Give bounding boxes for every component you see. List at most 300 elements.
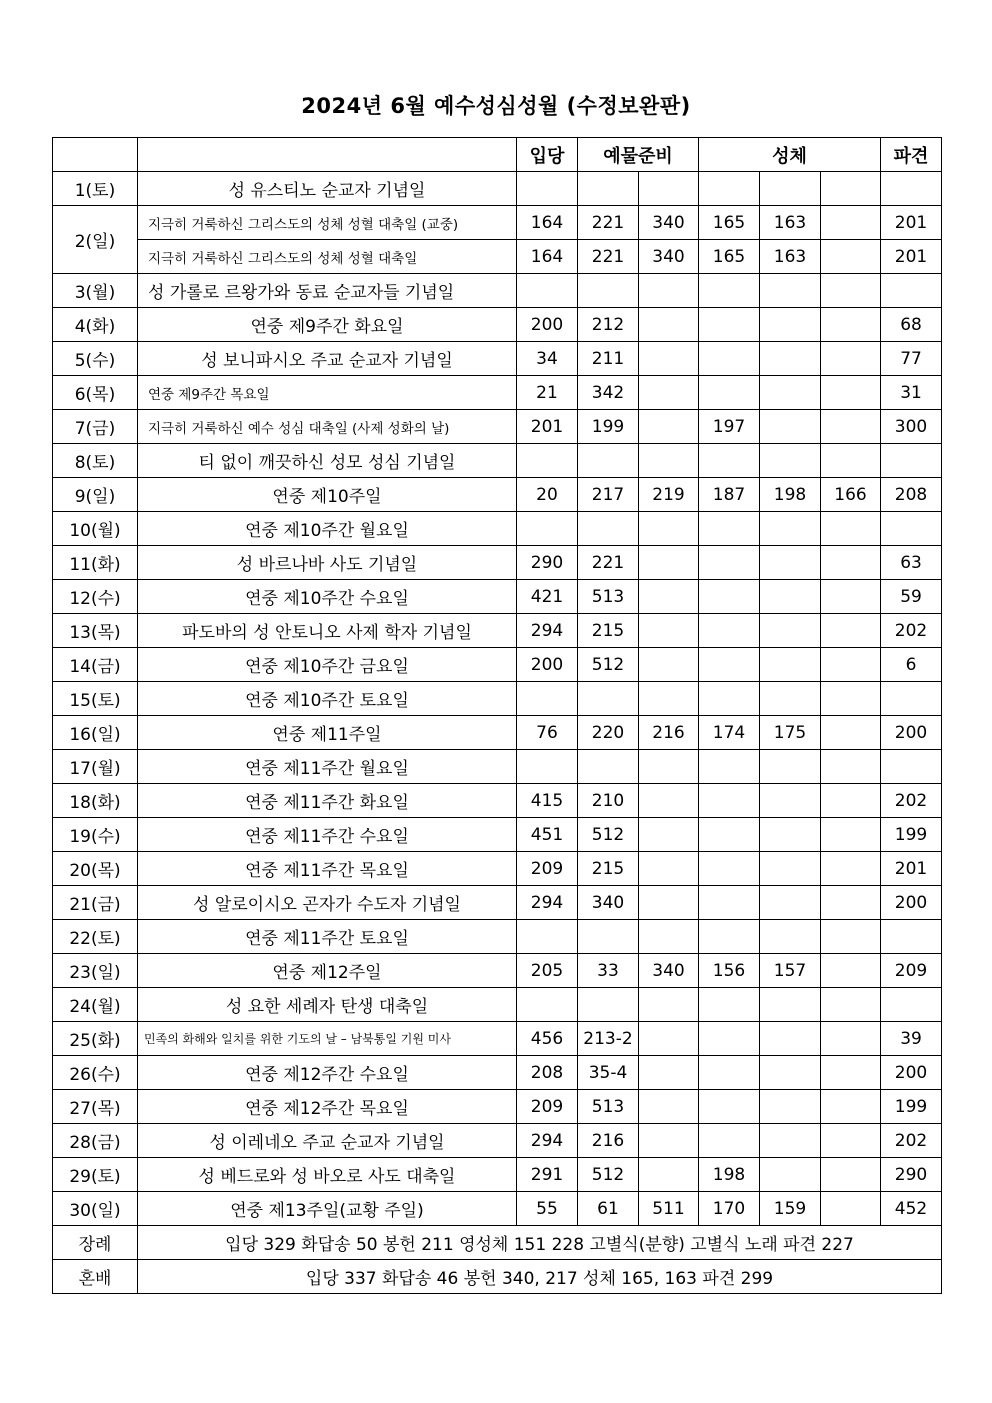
offertory-2-cell <box>639 1158 699 1192</box>
entrance-cell: 209 <box>517 1090 578 1124</box>
date-cell: 16(일) <box>53 716 138 750</box>
table-row <box>53 1192 942 1226</box>
event-cell: 연중 제10주간 토요일 <box>138 682 517 716</box>
offertory-1-cell: 221 <box>578 206 639 240</box>
table-row <box>53 716 942 750</box>
offertory-2-cell: 340 <box>639 240 699 274</box>
sending-cell <box>881 172 942 206</box>
entrance-cell <box>517 750 578 784</box>
date-cell: 11(화) <box>53 546 138 580</box>
table-row <box>53 784 942 818</box>
sending-cell: 59 <box>881 580 942 614</box>
date-cell: 21(금) <box>53 886 138 920</box>
date-cell: 7(금) <box>53 410 138 444</box>
offertory-1-cell <box>578 988 639 1022</box>
communion-3-cell <box>821 784 881 818</box>
communion-2-cell <box>760 1022 821 1056</box>
event-cell: 연중 제10주간 월요일 <box>138 512 517 546</box>
table-row <box>53 240 942 274</box>
table-row <box>53 512 942 546</box>
communion-2-cell <box>760 818 821 852</box>
date-cell: 2(일) <box>53 206 138 274</box>
offertory-2-cell: 340 <box>639 206 699 240</box>
table-row <box>53 376 942 410</box>
entrance-cell: 201 <box>517 410 578 444</box>
sending-cell: 200 <box>881 886 942 920</box>
offertory-1-cell <box>578 750 639 784</box>
sending-cell: 199 <box>881 818 942 852</box>
offertory-2-cell <box>639 886 699 920</box>
table-row <box>53 648 942 682</box>
offertory-1-cell <box>578 172 639 206</box>
communion-3-cell <box>821 546 881 580</box>
communion-3-cell <box>821 342 881 376</box>
entrance-cell <box>517 682 578 716</box>
date-cell: 13(목) <box>53 614 138 648</box>
communion-3-cell <box>821 682 881 716</box>
communion-1-cell <box>699 512 760 546</box>
date-cell: 25(화) <box>53 1022 138 1056</box>
offertory-1-cell: 210 <box>578 784 639 818</box>
offertory-2-cell <box>639 1022 699 1056</box>
event-cell: 성 유스티노 순교자 기념일 <box>138 172 517 206</box>
entrance-cell: 291 <box>517 1158 578 1192</box>
communion-2-cell <box>760 1124 821 1158</box>
communion-2-cell <box>760 512 821 546</box>
communion-2-cell <box>760 546 821 580</box>
offertory-1-cell: 216 <box>578 1124 639 1158</box>
entrance-cell: 415 <box>517 784 578 818</box>
table-row <box>53 206 942 240</box>
table-row <box>53 818 942 852</box>
communion-3-cell <box>821 1090 881 1124</box>
sending-cell: 63 <box>881 546 942 580</box>
offertory-2-cell <box>639 512 699 546</box>
communion-1-cell: 187 <box>699 478 760 512</box>
entrance-cell: 294 <box>517 614 578 648</box>
communion-3-cell <box>821 376 881 410</box>
communion-1-cell: 170 <box>699 1192 760 1226</box>
sending-cell: 6 <box>881 648 942 682</box>
table-row <box>53 954 942 988</box>
table-row <box>53 410 942 444</box>
sending-cell: 39 <box>881 1022 942 1056</box>
entrance-cell: 209 <box>517 852 578 886</box>
sending-cell: 202 <box>881 614 942 648</box>
sending-cell <box>881 444 942 478</box>
event-cell: 연중 제13주일(교황 주일) <box>138 1192 517 1226</box>
communion-3-cell <box>821 172 881 206</box>
date-cell: 27(목) <box>53 1090 138 1124</box>
communion-2-cell <box>760 1056 821 1090</box>
communion-1-cell <box>699 342 760 376</box>
sending-cell: 199 <box>881 1090 942 1124</box>
table-row <box>53 1124 942 1158</box>
communion-1-cell <box>699 1090 760 1124</box>
table-row <box>53 342 942 376</box>
offertory-1-cell: 33 <box>578 954 639 988</box>
offertory-1-cell: 221 <box>578 240 639 274</box>
entrance-cell <box>517 444 578 478</box>
table-row <box>53 682 942 716</box>
offertory-2-cell <box>639 546 699 580</box>
date-cell: 24(월) <box>53 988 138 1022</box>
funeral-label: 장례 <box>53 1226 138 1260</box>
date-cell: 26(수) <box>53 1056 138 1090</box>
entrance-cell: 451 <box>517 818 578 852</box>
event-cell: 연중 제12주일 <box>138 954 517 988</box>
communion-3-cell <box>821 274 881 308</box>
offertory-1-cell: 215 <box>578 852 639 886</box>
communion-1-cell <box>699 1124 760 1158</box>
offertory-1-cell: 199 <box>578 410 639 444</box>
communion-1-cell <box>699 614 760 648</box>
sending-cell <box>881 750 942 784</box>
communion-2-cell <box>760 852 821 886</box>
communion-2-cell <box>760 1158 821 1192</box>
entrance-cell: 294 <box>517 886 578 920</box>
header-sending: 파견 <box>881 138 942 172</box>
event-cell: 연중 제12주간 목요일 <box>138 1090 517 1124</box>
offertory-1-cell: 212 <box>578 308 639 342</box>
offertory-2-cell <box>639 852 699 886</box>
offertory-2-cell <box>639 988 699 1022</box>
sending-cell <box>881 920 942 954</box>
date-cell: 15(토) <box>53 682 138 716</box>
communion-2-cell <box>760 274 821 308</box>
offertory-2-cell <box>639 750 699 784</box>
communion-2-cell: 163 <box>760 240 821 274</box>
date-cell: 19(수) <box>53 818 138 852</box>
offertory-1-cell: 220 <box>578 716 639 750</box>
sending-cell: 208 <box>881 478 942 512</box>
communion-3-cell <box>821 206 881 240</box>
communion-3-cell <box>821 512 881 546</box>
sending-cell: 202 <box>881 1124 942 1158</box>
date-cell: 29(토) <box>53 1158 138 1192</box>
communion-2-cell <box>760 886 821 920</box>
offertory-2-cell <box>639 376 699 410</box>
header-entrance: 입당 <box>517 138 578 172</box>
communion-2-cell <box>760 784 821 818</box>
funeral-row <box>53 1226 942 1260</box>
event-cell: 연중 제9주간 화요일 <box>138 308 517 342</box>
communion-1-cell <box>699 886 760 920</box>
table-row <box>53 852 942 886</box>
offertory-1-cell: 512 <box>578 1158 639 1192</box>
offertory-2-cell <box>639 580 699 614</box>
communion-1-cell <box>699 988 760 1022</box>
offertory-1-cell: 213-2 <box>578 1022 639 1056</box>
offertory-1-cell: 512 <box>578 818 639 852</box>
communion-1-cell: 165 <box>699 206 760 240</box>
offertory-1-cell <box>578 274 639 308</box>
sending-cell <box>881 988 942 1022</box>
event-cell: 연중 제12주간 수요일 <box>138 1056 517 1090</box>
sending-cell: 290 <box>881 1158 942 1192</box>
sending-cell: 202 <box>881 784 942 818</box>
offertory-2-cell <box>639 1056 699 1090</box>
table-row <box>53 172 942 206</box>
offertory-1-cell: 512 <box>578 648 639 682</box>
sending-cell <box>881 682 942 716</box>
date-cell: 8(토) <box>53 444 138 478</box>
offertory-2-cell <box>639 1090 699 1124</box>
hymn-schedule-table <box>52 137 942 1294</box>
event-cell: 성 보니파시오 주교 순교자 기념일 <box>138 342 517 376</box>
date-cell: 12(수) <box>53 580 138 614</box>
entrance-cell: 20 <box>517 478 578 512</box>
communion-2-cell <box>760 410 821 444</box>
communion-3-cell <box>821 886 881 920</box>
table-row <box>53 478 942 512</box>
entrance-cell: 200 <box>517 648 578 682</box>
table-row <box>53 1090 942 1124</box>
communion-1-cell <box>699 682 760 716</box>
date-cell: 4(화) <box>53 308 138 342</box>
offertory-2-cell <box>639 308 699 342</box>
entrance-cell <box>517 512 578 546</box>
table-row <box>53 308 942 342</box>
communion-3-cell <box>821 818 881 852</box>
communion-1-cell: 197 <box>699 410 760 444</box>
header-offertory: 예물준비 <box>578 138 699 172</box>
communion-2-cell <box>760 172 821 206</box>
communion-3-cell <box>821 716 881 750</box>
table-row <box>53 920 942 954</box>
entrance-cell: 21 <box>517 376 578 410</box>
date-cell: 23(일) <box>53 954 138 988</box>
communion-3-cell <box>821 1022 881 1056</box>
entrance-cell: 421 <box>517 580 578 614</box>
offertory-2-cell <box>639 818 699 852</box>
communion-3-cell <box>821 1056 881 1090</box>
table-row <box>53 1056 942 1090</box>
sending-cell: 300 <box>881 410 942 444</box>
sending-cell: 201 <box>881 206 942 240</box>
offertory-2-cell <box>639 444 699 478</box>
communion-1-cell <box>699 308 760 342</box>
communion-1-cell: 198 <box>699 1158 760 1192</box>
communion-2-cell: 163 <box>760 206 821 240</box>
communion-3-cell <box>821 308 881 342</box>
entrance-cell: 205 <box>517 954 578 988</box>
wedding-row <box>53 1260 942 1294</box>
offertory-1-cell: 35-4 <box>578 1056 639 1090</box>
communion-1-cell <box>699 648 760 682</box>
header-blank-date <box>53 138 138 172</box>
entrance-cell: 55 <box>517 1192 578 1226</box>
sending-cell: 31 <box>881 376 942 410</box>
communion-3-cell: 166 <box>821 478 881 512</box>
offertory-1-cell: 215 <box>578 614 639 648</box>
offertory-2-cell: 216 <box>639 716 699 750</box>
table-row <box>53 614 942 648</box>
offertory-2-cell <box>639 682 699 716</box>
event-cell: 지극히 거룩하신 예수 성심 대축일 (사제 성화의 날) <box>138 410 517 444</box>
table-row <box>53 750 942 784</box>
event-cell: 성 알로이시오 곤자가 수도자 기념일 <box>138 886 517 920</box>
entrance-cell: 34 <box>517 342 578 376</box>
communion-2-cell <box>760 614 821 648</box>
communion-1-cell: 165 <box>699 240 760 274</box>
entrance-cell <box>517 920 578 954</box>
communion-1-cell: 174 <box>699 716 760 750</box>
communion-2-cell <box>760 988 821 1022</box>
offertory-1-cell <box>578 512 639 546</box>
table-row <box>53 444 942 478</box>
communion-3-cell <box>821 614 881 648</box>
sending-cell: 200 <box>881 716 942 750</box>
communion-1-cell: 156 <box>699 954 760 988</box>
offertory-2-cell <box>639 614 699 648</box>
offertory-2-cell <box>639 920 699 954</box>
communion-2-cell <box>760 580 821 614</box>
communion-2-cell <box>760 376 821 410</box>
entrance-cell: 164 <box>517 206 578 240</box>
communion-1-cell <box>699 818 760 852</box>
event-cell: 성 가롤로 르왕가와 동료 순교자들 기념일 <box>138 274 517 308</box>
date-cell: 28(금) <box>53 1124 138 1158</box>
communion-3-cell <box>821 1124 881 1158</box>
entrance-cell: 164 <box>517 240 578 274</box>
communion-3-cell <box>821 1192 881 1226</box>
date-cell: 30(일) <box>53 1192 138 1226</box>
event-cell: 연중 제11주간 토요일 <box>138 920 517 954</box>
table-row <box>53 546 942 580</box>
event-cell: 연중 제10주간 수요일 <box>138 580 517 614</box>
table-row <box>53 274 942 308</box>
date-cell: 1(토) <box>53 172 138 206</box>
entrance-cell: 208 <box>517 1056 578 1090</box>
offertory-1-cell: 340 <box>578 886 639 920</box>
communion-1-cell <box>699 784 760 818</box>
entrance-cell: 294 <box>517 1124 578 1158</box>
date-cell: 6(목) <box>53 376 138 410</box>
funeral-hymns: 입당 329 화답송 50 봉헌 211 영성체 151 228 고별식(분향) 고별식 노래 파견 227 <box>138 1226 942 1260</box>
communion-2-cell <box>760 648 821 682</box>
communion-1-cell <box>699 376 760 410</box>
date-cell: 14(금) <box>53 648 138 682</box>
offertory-2-cell <box>639 410 699 444</box>
offertory-2-cell <box>639 648 699 682</box>
communion-3-cell <box>821 852 881 886</box>
sending-cell: 68 <box>881 308 942 342</box>
offertory-2-cell <box>639 172 699 206</box>
communion-2-cell <box>760 444 821 478</box>
offertory-1-cell: 513 <box>578 1090 639 1124</box>
date-cell: 5(수) <box>53 342 138 376</box>
entrance-cell <box>517 274 578 308</box>
communion-1-cell <box>699 274 760 308</box>
offertory-1-cell: 221 <box>578 546 639 580</box>
communion-3-cell <box>821 580 881 614</box>
header-row <box>53 138 942 172</box>
communion-2-cell <box>760 682 821 716</box>
entrance-cell <box>517 988 578 1022</box>
communion-2-cell <box>760 1090 821 1124</box>
event-cell: 티 없이 깨끗하신 성모 성심 기념일 <box>138 444 517 478</box>
date-cell: 17(월) <box>53 750 138 784</box>
sending-cell: 452 <box>881 1192 942 1226</box>
entrance-cell: 200 <box>517 308 578 342</box>
event-cell: 연중 제11주일 <box>138 716 517 750</box>
event-cell: 연중 제10주일 <box>138 478 517 512</box>
communion-1-cell <box>699 172 760 206</box>
event-cell: 성 베드로와 성 바오로 사도 대축일 <box>138 1158 517 1192</box>
event-cell: 연중 제11주간 목요일 <box>138 852 517 886</box>
entrance-cell: 456 <box>517 1022 578 1056</box>
offertory-2-cell <box>639 274 699 308</box>
sending-cell: 201 <box>881 240 942 274</box>
communion-1-cell <box>699 852 760 886</box>
offertory-2-cell <box>639 342 699 376</box>
entrance-cell: 76 <box>517 716 578 750</box>
sending-cell: 77 <box>881 342 942 376</box>
date-cell: 20(목) <box>53 852 138 886</box>
offertory-1-cell <box>578 920 639 954</box>
offertory-1-cell: 217 <box>578 478 639 512</box>
communion-3-cell <box>821 920 881 954</box>
wedding-label: 혼배 <box>53 1260 138 1294</box>
entrance-cell: 290 <box>517 546 578 580</box>
communion-1-cell <box>699 580 760 614</box>
event-cell: 성 요한 세례자 탄생 대축일 <box>138 988 517 1022</box>
communion-2-cell: 175 <box>760 716 821 750</box>
event-cell: 지극히 거룩하신 그리스도의 성체 성혈 대축일 (교중) <box>138 206 517 240</box>
communion-3-cell <box>821 954 881 988</box>
communion-2-cell: 157 <box>760 954 821 988</box>
offertory-1-cell: 61 <box>578 1192 639 1226</box>
communion-3-cell <box>821 648 881 682</box>
event-cell: 연중 제11주간 수요일 <box>138 818 517 852</box>
page-title: 2024년 6월 예수성심성월 (수정보완판) <box>301 94 691 118</box>
wedding-hymns: 입당 337 화답송 46 봉헌 340, 217 성체 165, 163 파견 299 <box>138 1260 942 1294</box>
date-cell: 22(토) <box>53 920 138 954</box>
communion-1-cell <box>699 1022 760 1056</box>
communion-2-cell <box>760 342 821 376</box>
offertory-2-cell: 219 <box>639 478 699 512</box>
offertory-1-cell <box>578 444 639 478</box>
communion-2-cell <box>760 750 821 784</box>
event-cell: 파도바의 성 안토니오 사제 학자 기념일 <box>138 614 517 648</box>
communion-3-cell <box>821 750 881 784</box>
communion-3-cell <box>821 410 881 444</box>
offertory-1-cell <box>578 682 639 716</box>
communion-1-cell <box>699 444 760 478</box>
sending-cell: 200 <box>881 1056 942 1090</box>
date-cell: 10(월) <box>53 512 138 546</box>
header-communion: 성체 <box>699 138 881 172</box>
communion-3-cell <box>821 240 881 274</box>
communion-3-cell <box>821 988 881 1022</box>
entrance-cell <box>517 172 578 206</box>
communion-3-cell <box>821 1158 881 1192</box>
event-cell: 지극히 거룩하신 그리스도의 성체 성혈 대축일 <box>138 240 517 274</box>
event-cell: 연중 제11주간 월요일 <box>138 750 517 784</box>
event-cell: 연중 제9주간 목요일 <box>138 376 517 410</box>
date-cell: 18(화) <box>53 784 138 818</box>
offertory-2-cell <box>639 1124 699 1158</box>
event-cell: 성 바르나바 사도 기념일 <box>138 546 517 580</box>
communion-2-cell <box>760 920 821 954</box>
communion-1-cell <box>699 920 760 954</box>
table-row <box>53 1158 942 1192</box>
offertory-2-cell: 511 <box>639 1192 699 1226</box>
offertory-2-cell: 340 <box>639 954 699 988</box>
event-cell: 성 이레네오 주교 순교자 기념일 <box>138 1124 517 1158</box>
communion-3-cell <box>821 444 881 478</box>
